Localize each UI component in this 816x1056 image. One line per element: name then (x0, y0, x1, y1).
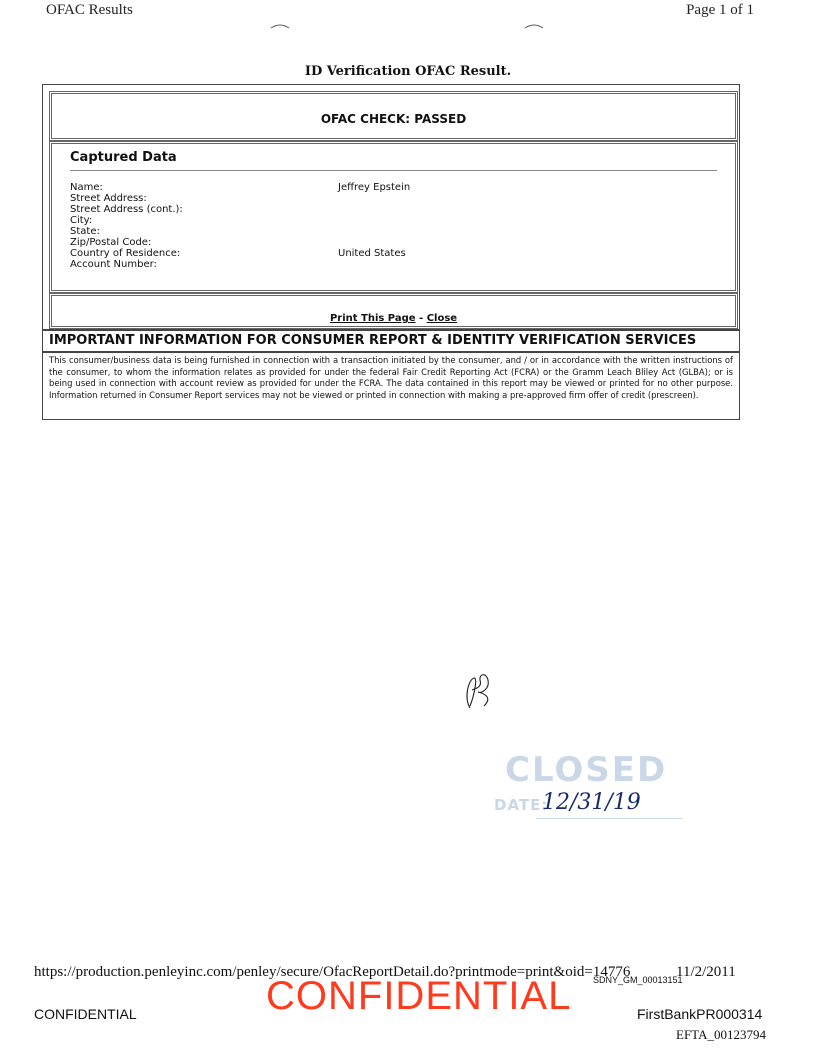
stamp-date-label: DATE: (494, 796, 549, 814)
captured-fields (70, 182, 710, 270)
confidential-watermark: CONFIDENTIAL (266, 974, 572, 1018)
field-label: Name: (70, 182, 103, 193)
field-label: Country of Residence: (70, 248, 181, 259)
scan-mark-right (524, 22, 544, 30)
field-row-city (70, 215, 710, 226)
field-row-country (70, 248, 710, 259)
field-value (338, 237, 710, 248)
field-label: Account Number: (70, 259, 157, 270)
field-label: State: (70, 226, 100, 237)
print-url: https://production.penleyinc.com/penley/secure/OfacReportDetail.do?printmode=print&oid=14776 (34, 964, 631, 980)
important-info-heading: IMPORTANT INFORMATION FOR CONSUMER REPORT & IDENTITY VERIFICATION SERVICES (43, 329, 739, 353)
stamp-date-handwritten: 12/31/19 (542, 790, 641, 815)
field-row-street (70, 193, 710, 204)
field-row-name (70, 182, 710, 193)
print-page-link[interactable]: Print This Page (329, 313, 416, 324)
field-row-zip (70, 237, 710, 248)
document-title: ID Verification OFAC Result. (304, 64, 512, 79)
confidential-label: CONFIDENTIAL (34, 1006, 137, 1022)
field-label: Zip/Postal Code: (70, 237, 152, 248)
field-label: Street Address (cont.): (70, 204, 183, 215)
scan-mark-left (270, 22, 290, 30)
ofac-result-panel (42, 84, 740, 420)
handwritten-initials (460, 668, 500, 716)
close-link[interactable]: Close (426, 313, 458, 324)
captured-data-heading: Captured Data (70, 150, 177, 165)
print-actions (52, 313, 735, 324)
efta-number: EFTA_00123794 (676, 1027, 766, 1042)
field-value (338, 204, 710, 215)
print-date: 11/2/2011 (676, 964, 736, 980)
field-value (338, 215, 710, 226)
field-value (338, 226, 710, 237)
field-label: Street Address: (70, 193, 147, 204)
field-label: City: (70, 215, 93, 226)
ofac-check-status: OFAC CHECK: PASSED (320, 112, 467, 126)
field-value: United States (338, 248, 406, 259)
stamp-date-line (536, 818, 682, 819)
important-info-text: This consumer/business data is being furnished in connection with a transaction initiated by the consumer, and / or in accordance with the written instructions of the consumer, to whom the information relates as provided for under the federal Fair Credit Reporting Act (FCRA) or the Gramm Leach Bliley Act (GLBA); or is being used in connection with account review as provided for under the FCRA. The data contained in this report may be viewed or printed for no other purpose. Information returned in Consumer Report services may not be viewed or printed in connection with making a pre-approved firm offer of credit (prescreen). (49, 355, 733, 400)
field-value (338, 259, 710, 270)
ofac-status-box (49, 91, 738, 141)
field-row-state (70, 226, 710, 237)
captured-data-section (49, 141, 738, 293)
link-separator: - (415, 313, 427, 324)
section-divider (70, 170, 717, 171)
field-value (338, 193, 710, 204)
firstbank-bates: FirstBankPR000314 (637, 1006, 763, 1022)
page-header-pagination: Page 1 of 1 (686, 2, 754, 18)
print-actions-box (49, 293, 738, 329)
field-row-street-cont (70, 204, 710, 215)
closed-stamp: CLOSED (505, 750, 668, 790)
page-header-title: OFAC Results (46, 2, 133, 18)
field-value: Jeffrey Epstein (338, 182, 411, 193)
field-row-account (70, 259, 710, 270)
bates-number: SDNY_GM_00013151 (593, 975, 683, 985)
